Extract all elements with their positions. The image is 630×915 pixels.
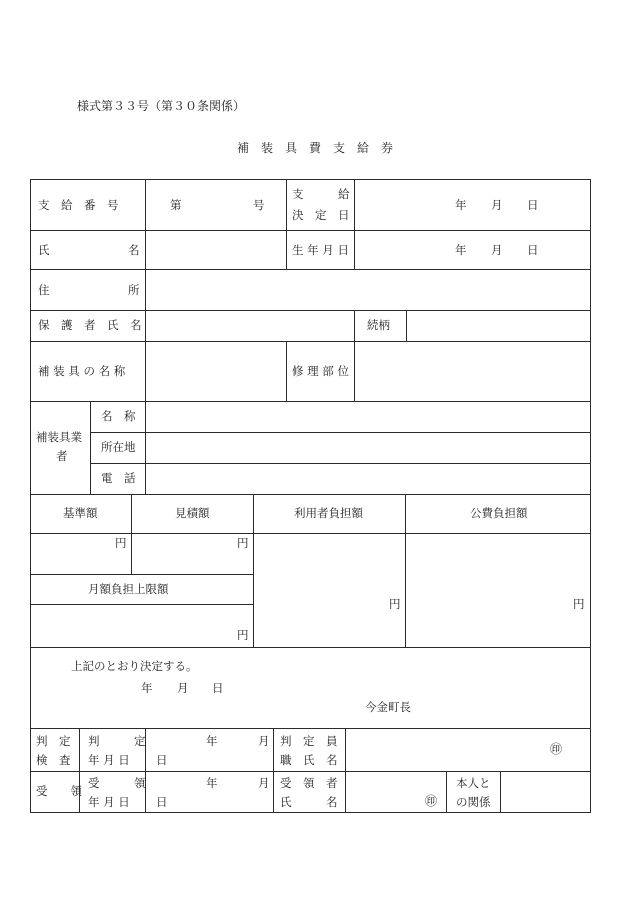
column-divider xyxy=(446,771,447,813)
label-birthdate: 生 年 月 日 xyxy=(292,243,349,257)
year-label: 年 xyxy=(206,776,218,790)
row-divider xyxy=(30,341,591,342)
column-divider xyxy=(354,179,355,270)
label-judge-officer-a: 判 定 員 xyxy=(280,734,338,748)
label-receipt-date-b: 年 月 日 xyxy=(88,795,130,809)
label-judge-date-a: 判 定 xyxy=(88,734,146,748)
header-standard-amount: 基準額 xyxy=(63,506,98,520)
day-label: 日 xyxy=(527,243,539,257)
label-vendor-b: 者 xyxy=(56,449,68,463)
year-label: 年 xyxy=(206,734,218,748)
row-divider xyxy=(30,728,591,729)
label-decision-date-a: 支 給 xyxy=(292,187,350,201)
column-divider xyxy=(354,310,355,341)
label-monthly-cap: 月額負担上限額 xyxy=(88,582,169,596)
yen-unit: 円 xyxy=(389,597,401,611)
table-border-bottom xyxy=(30,812,591,813)
label-guardian-name: 保 護 者 氏 名 xyxy=(38,318,142,332)
label-vendor-a: 補装具業 xyxy=(36,430,82,444)
label-judgement: 判 定 xyxy=(36,734,71,748)
year-label: 年 xyxy=(455,198,467,212)
decision-text: 上記のとおり決定する。 xyxy=(71,659,198,673)
label-judge-officer-b: 職 氏 名 xyxy=(280,753,338,767)
month-label: 月 xyxy=(491,243,503,257)
row-divider xyxy=(30,230,591,231)
row-divider xyxy=(30,494,591,495)
day-label: 日 xyxy=(156,753,168,767)
year-label: 年 xyxy=(141,681,153,695)
column-divider xyxy=(345,728,346,813)
row-divider xyxy=(90,463,591,464)
label-relation-a: 本人と xyxy=(456,776,491,790)
row-divider xyxy=(30,604,253,605)
column-divider xyxy=(500,771,501,813)
table-border-left xyxy=(30,179,31,813)
number-suffix: 号 xyxy=(253,198,265,212)
label-vendor-name: 名 称 xyxy=(101,409,136,423)
form-title: 補 装 具 費 支 給 券 xyxy=(236,141,393,155)
row-divider xyxy=(30,574,253,575)
column-divider xyxy=(354,341,355,401)
column-divider xyxy=(79,728,80,813)
row-divider xyxy=(30,310,591,311)
mayor-title: 今金町長 xyxy=(365,700,411,714)
header-user-burden: 利用者負担額 xyxy=(294,506,363,520)
row-divider xyxy=(30,647,591,648)
form-number: 様式第３３号（第３０条関係） xyxy=(77,99,246,113)
label-device-name: 補 装 具 の 名 称 xyxy=(38,364,126,378)
column-divider xyxy=(405,494,406,647)
column-divider xyxy=(145,179,146,494)
day-label: 日 xyxy=(527,198,539,212)
label-receiver-a: 受 領 者 xyxy=(280,776,338,790)
seal-icon: ㊞ xyxy=(550,742,563,756)
label-inspection: 検 査 xyxy=(36,753,71,767)
row-divider xyxy=(30,401,591,402)
row-divider xyxy=(30,269,591,270)
label-payment-number: 支 給 番 号 xyxy=(38,198,119,212)
day-label: 日 xyxy=(212,681,224,695)
header-estimate-amount: 見積額 xyxy=(175,506,210,520)
label-name-b: 名 xyxy=(128,243,140,257)
label-address-a: 住 xyxy=(38,283,50,297)
number-prefix: 第 xyxy=(170,198,182,212)
label-decision-date-b: 決 定 日 xyxy=(292,208,350,222)
column-divider xyxy=(286,341,287,401)
label-repair-part: 修 理 部 位 xyxy=(292,364,349,378)
month-label: 月 xyxy=(258,776,270,790)
label-name-a: 氏 xyxy=(38,243,50,257)
yen-unit: 円 xyxy=(115,536,127,550)
column-divider xyxy=(90,401,91,494)
table-border-right xyxy=(590,179,591,813)
month-label: 月 xyxy=(258,734,270,748)
column-divider xyxy=(273,728,274,813)
header-public-burden: 公費負担額 xyxy=(470,506,528,520)
label-relationship: 続柄 xyxy=(367,318,390,332)
yen-unit: 円 xyxy=(573,597,585,611)
label-relation-b: の関係 xyxy=(456,795,491,809)
month-label: 月 xyxy=(177,681,189,695)
label-receipt: 受 領 xyxy=(36,784,82,798)
yen-unit: 円 xyxy=(237,628,249,642)
month-label: 月 xyxy=(491,198,503,212)
seal-icon: ㊞ xyxy=(425,794,438,808)
row-divider xyxy=(30,771,591,772)
column-divider xyxy=(286,179,287,270)
column-divider xyxy=(406,310,407,341)
row-divider xyxy=(90,432,591,433)
year-label: 年 xyxy=(455,243,467,257)
label-vendor-phone: 電 話 xyxy=(101,471,136,485)
label-judge-date-b: 年 月 日 xyxy=(88,753,130,767)
label-vendor-address: 所在地 xyxy=(101,440,136,454)
table-border-top xyxy=(30,179,591,180)
label-receipt-date-a: 受 領 xyxy=(88,776,146,790)
label-address-b: 所 xyxy=(128,283,140,297)
day-label: 日 xyxy=(156,795,168,809)
column-divider xyxy=(253,494,254,647)
yen-unit: 円 xyxy=(237,536,249,550)
column-divider xyxy=(131,494,132,574)
label-receiver-b: 氏 名 xyxy=(280,795,338,809)
row-divider xyxy=(30,533,591,534)
